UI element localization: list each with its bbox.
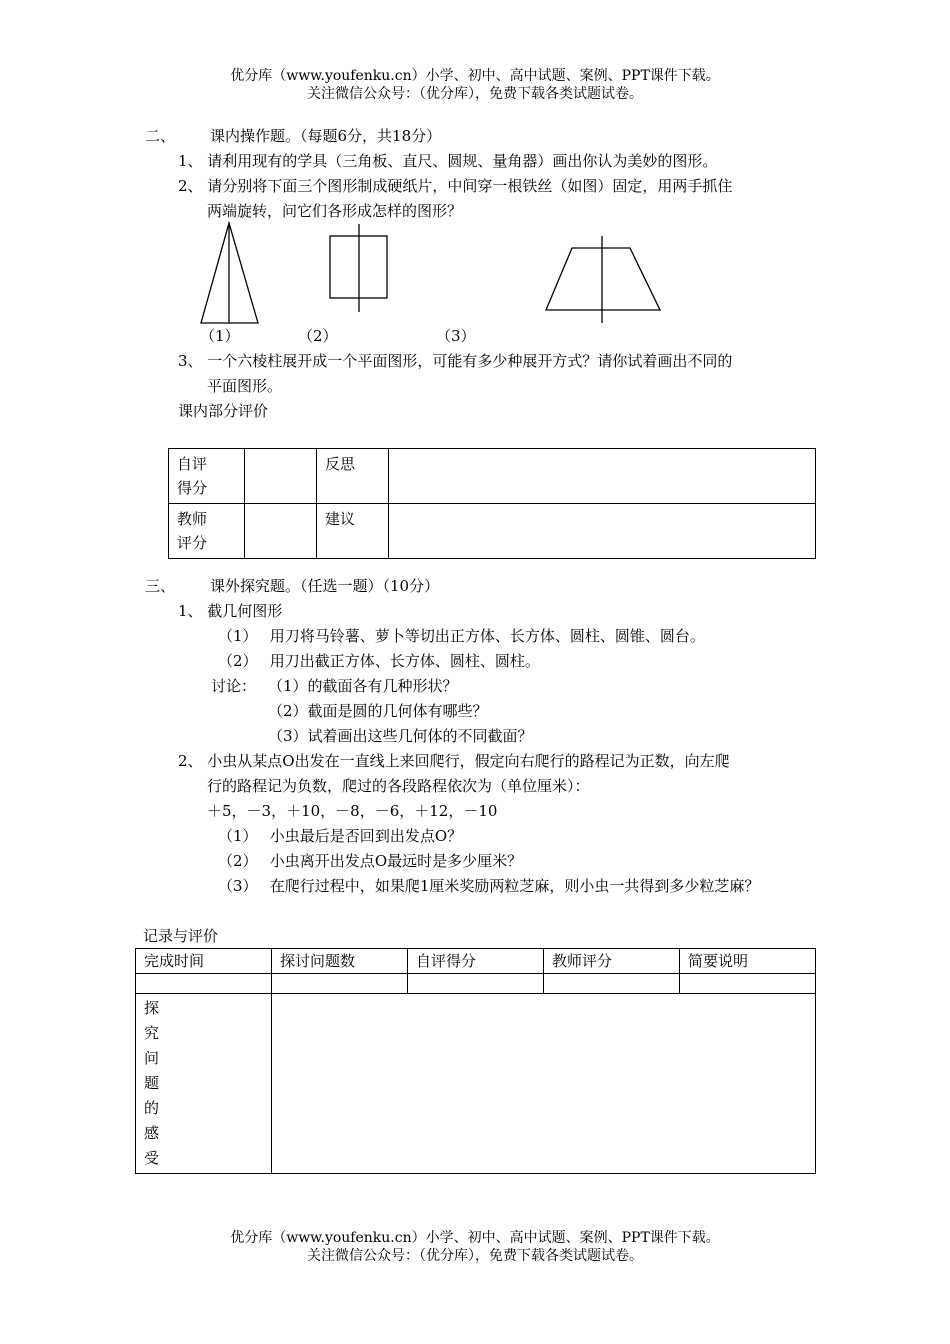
- feelings-cell[interactable]: [272, 994, 816, 1174]
- teacher-score-cell[interactable]: [245, 504, 317, 559]
- section2-number: 二、: [145, 127, 176, 145]
- footer-line-1: 优分库（www.youfenku.cn）小学、初中、高中试题、案例、PPT课件下载。: [230, 1230, 720, 1246]
- reflection-label: 反思: [317, 449, 389, 504]
- footer-line-2: 关注微信公众号：（优分库），免费下载各类试题试卷。: [307, 1248, 643, 1264]
- section3-number: 三、: [145, 577, 176, 595]
- header-completion-time: 完成时间: [136, 949, 272, 974]
- header-self-score: 自评得分: [408, 949, 544, 974]
- discuss-label: 讨论：: [211, 677, 257, 695]
- discuss-item-2: （2）截面是圆的几何体有哪些？: [268, 702, 488, 720]
- section3-title: 课外探究题。（任选一题）（10分）: [210, 577, 440, 595]
- reflection-cell[interactable]: [389, 449, 816, 504]
- discuss-item-3: （3）试着画出这些几何体的不同截面？: [268, 727, 533, 745]
- figure-label-2: （2）: [298, 327, 338, 345]
- record-eval-table: [135, 948, 816, 1174]
- self-score-label: 自评 得分: [169, 449, 245, 504]
- figure-triangle: [190, 215, 280, 330]
- header-teacher-score: 教师评分: [544, 949, 680, 974]
- topic-3-2-item-2: （2） 小虫离开出发点O最远时是多少厘米？: [218, 852, 523, 870]
- question-2-3-line2: 平面图形。: [207, 377, 283, 395]
- in-class-eval-title: 课内部分评价: [178, 402, 269, 420]
- topic-3-2-values: ＋5，－3，＋10，－8，－6，＋12，－10: [207, 802, 498, 820]
- question-2-2-line1: 2、 请分别将下面三个图形制成硬纸片，中间穿一根铁丝（如图）固定，用两手抓住: [178, 177, 733, 195]
- topic-3-2-item-3: （3） 在爬行过程中，如果爬1厘米奖励两粒芝麻，则小虫一共得到多少粒芝麻？: [218, 877, 760, 895]
- topic-3-2-line1: 2、 小虫从某点O出发在一直线上来回爬行，假定向右爬行的路程记为正数，向左爬: [178, 752, 730, 770]
- self-score-value-cell[interactable]: [408, 974, 544, 994]
- figure-label-3: （3）: [436, 327, 476, 345]
- brief-note-cell[interactable]: [680, 974, 816, 994]
- header-line-1: 优分库（www.youfenku.cn）小学、初中、高中试题、案例、PPT课件下载。: [230, 68, 720, 84]
- completion-time-cell[interactable]: [136, 974, 272, 994]
- suggestion-cell[interactable]: [389, 504, 816, 559]
- section2-title: 课内操作题。（每题6分，共18分）: [210, 127, 442, 145]
- question-2-3-line1: 3、 一个六棱柱展开成一个平面图形，可能有多少种展开方式？请你试着画出不同的: [178, 352, 733, 370]
- figure-label-1: （1）: [200, 327, 240, 345]
- header-brief-note: 简要说明: [680, 949, 816, 974]
- question-2-2-line2: 两端旋转，问它们各形成怎样的图形？: [207, 202, 463, 220]
- teacher-score-label: 教师 评分: [169, 504, 245, 559]
- teacher-score-value-cell[interactable]: [544, 974, 680, 994]
- topic-3-1-item-1: （1） 用刀将马铃薯、萝卜等切出正方体、长方体、圆柱、圆锥、圆台。: [218, 627, 705, 645]
- question-count-cell[interactable]: [272, 974, 408, 994]
- suggestion-label: 建议: [317, 504, 389, 559]
- in-class-eval-table: [168, 448, 816, 559]
- topic-3-2-item-1: （1） 小虫最后是否回到出发点O？: [218, 827, 463, 845]
- header-question-count: 探讨问题数: [272, 949, 408, 974]
- topic-3-1-item-2: （2） 用刀出截正方体、长方体、圆柱、圆柱。: [218, 652, 540, 670]
- topic-3-1: 1、 截几何图形: [178, 602, 283, 620]
- discuss-item-1: （1）的截面各有几种形状？: [268, 677, 458, 695]
- figure-trapezoid: [535, 228, 675, 328]
- self-score-cell[interactable]: [245, 449, 317, 504]
- header-line-2: 关注微信公众号：（优分库），免费下载各类试题试卷。: [307, 86, 643, 102]
- figure-rectangle: [320, 220, 400, 320]
- question-2-1: 1、 请利用现有的学具（三角板、直尺、圆规、量角器）画出你认为美妙的图形。: [178, 152, 718, 170]
- record-eval-title: 记录与评价: [143, 927, 219, 945]
- feelings-label: 探 究 问 题 的 感 受: [136, 994, 272, 1174]
- topic-3-2-line2: 行的路程记为负数，爬过的各段路程依次为（单位厘米）：: [207, 777, 590, 795]
